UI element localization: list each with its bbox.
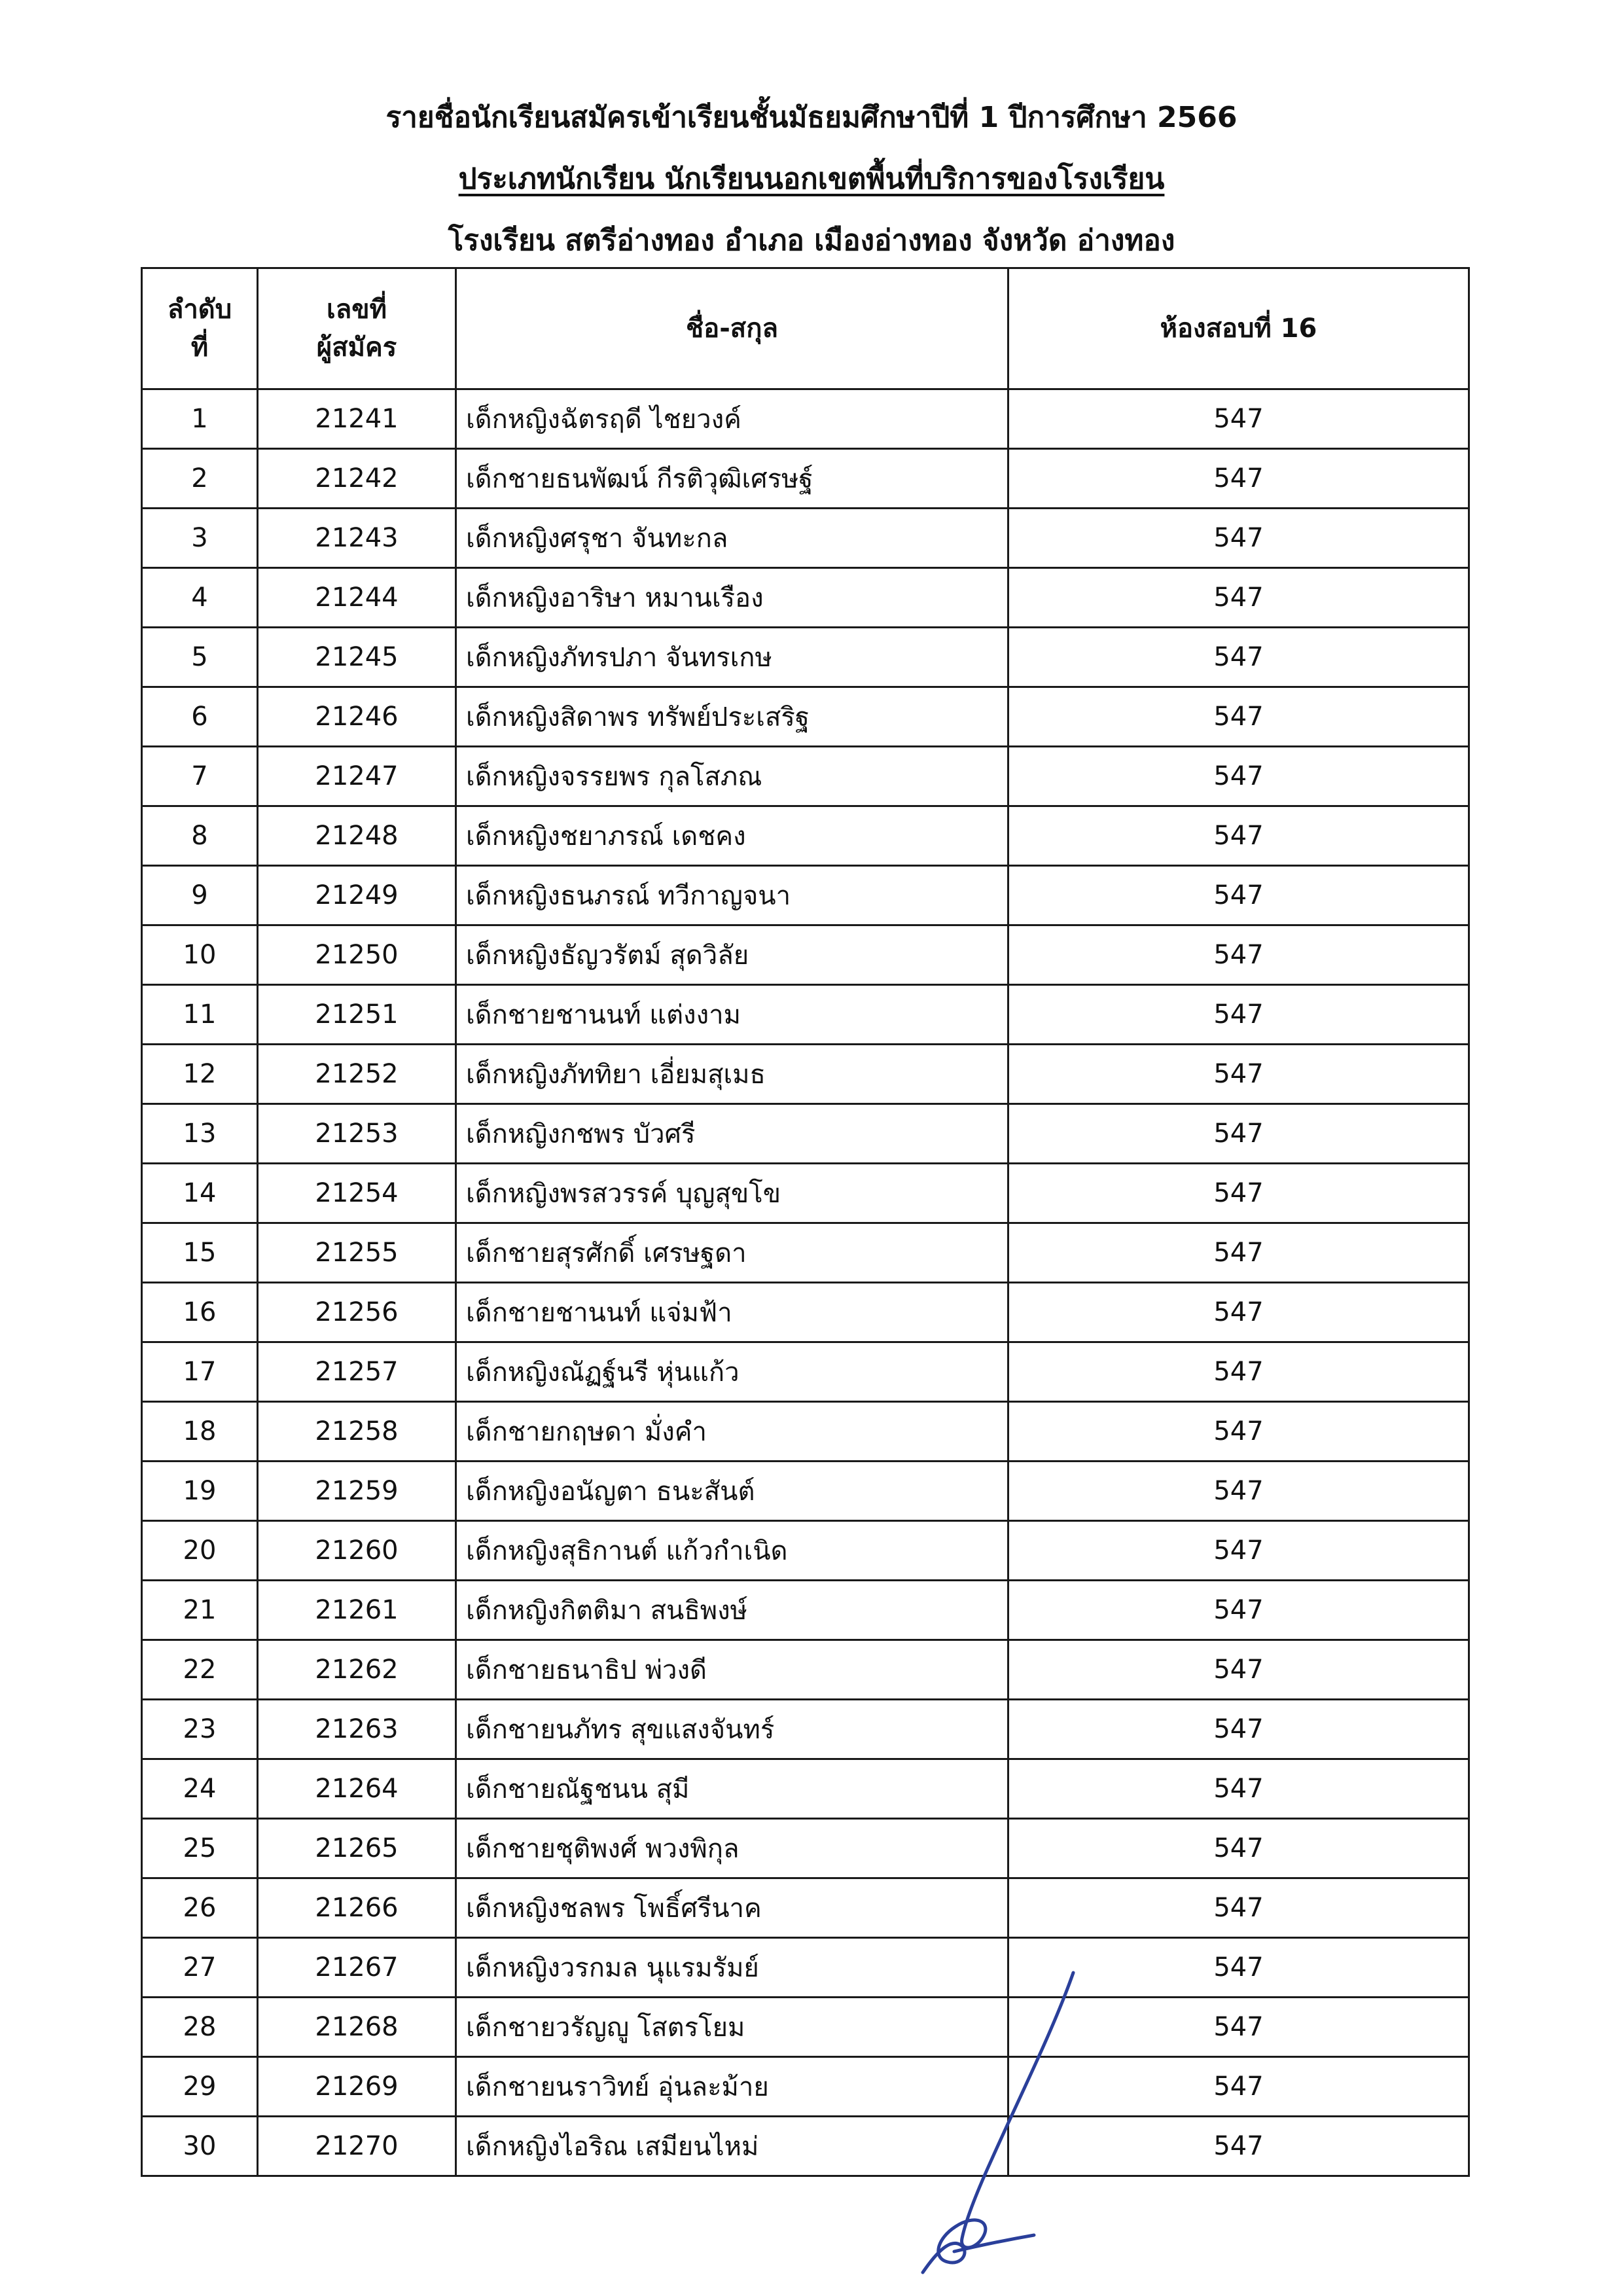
- row-student-name: เด็กชายชานนท์ แจ่มฟ้า: [456, 1283, 1008, 1342]
- row-exam-room: 547: [1008, 2117, 1469, 2176]
- table-row: [142, 985, 1469, 1045]
- table-row: [142, 1819, 1469, 1878]
- row-student-name: เด็กหญิงสุธิกานต์ แก้วกำเนิด: [456, 1521, 1008, 1581]
- table-row: [142, 449, 1469, 509]
- row-applicant-id: 21254: [258, 1164, 456, 1223]
- table-row: [142, 1998, 1469, 2057]
- row-applicant-id: 21248: [258, 806, 456, 866]
- table-row: [142, 1938, 1469, 1998]
- row-student-name: เด็กชายนภัทร สุขแสงจันทร์: [456, 1700, 1008, 1759]
- row-student-name: เด็กหญิงอาริษา หมานเรือง: [456, 568, 1008, 628]
- row-exam-room: 547: [1008, 925, 1469, 985]
- row-student-name: เด็กชายชุติพงศ์ พวงพิกุล: [456, 1819, 1008, 1878]
- row-applicant-id: 21266: [258, 1878, 456, 1938]
- row-exam-room: 547: [1008, 509, 1469, 568]
- row-applicant-id: 21245: [258, 628, 456, 687]
- row-student-name: เด็กชายนราวิทย์ อุ่นละม้าย: [456, 2057, 1008, 2117]
- table-row: [142, 1759, 1469, 1819]
- row-applicant-id: 21259: [258, 1462, 456, 1521]
- row-student-name: เด็กหญิงพรสวรรค์ บุญสุขโข: [456, 1164, 1008, 1223]
- row-exam-room: 547: [1008, 1819, 1469, 1878]
- row-order-number: 2: [142, 449, 258, 509]
- row-applicant-id: 21269: [258, 2057, 456, 2117]
- row-student-name: เด็กหญิงธนภรณ์ ทวีกาญจนา: [456, 866, 1008, 925]
- table-row: [142, 925, 1469, 985]
- row-order-number: 1: [142, 389, 258, 449]
- col-header-id-line2: ผู้สมัคร: [316, 332, 397, 363]
- row-applicant-id: 21268: [258, 1998, 456, 2057]
- row-order-number: 8: [142, 806, 258, 866]
- row-student-name: เด็กชายธนาธิป พ่วงดี: [456, 1640, 1008, 1700]
- row-student-name: เด็กหญิงภัทรปภา จันทรเกษ: [456, 628, 1008, 687]
- row-order-number: 10: [142, 925, 258, 985]
- row-applicant-id: 21260: [258, 1521, 456, 1581]
- row-order-number: 17: [142, 1342, 258, 1402]
- row-order-number: 18: [142, 1402, 258, 1462]
- row-exam-room: 547: [1008, 687, 1469, 747]
- row-exam-room: 547: [1008, 1223, 1469, 1283]
- row-exam-room: 547: [1008, 1283, 1469, 1342]
- row-applicant-id: 21244: [258, 568, 456, 628]
- row-order-number: 12: [142, 1045, 258, 1104]
- col-header-id-line1: เลขที่: [327, 295, 387, 325]
- row-exam-room: 547: [1008, 1104, 1469, 1164]
- row-exam-room: 547: [1008, 1462, 1469, 1521]
- row-exam-room: 547: [1008, 806, 1469, 866]
- table-row: [142, 628, 1469, 687]
- table-row: [142, 1640, 1469, 1700]
- row-applicant-id: 21250: [258, 925, 456, 985]
- row-student-name: เด็กชายวรัญญู โสตรโยม: [456, 1998, 1008, 2057]
- col-header-applicant-id: [258, 268, 456, 389]
- col-header-name: ชื่อ-สกุล: [456, 268, 1008, 389]
- row-student-name: เด็กชายณัฐชนน สุมี: [456, 1759, 1008, 1819]
- row-exam-room: 547: [1008, 389, 1469, 449]
- row-exam-room: 547: [1008, 1938, 1469, 1998]
- row-student-name: เด็กหญิงจรรยพร กุลโสภณ: [456, 747, 1008, 806]
- row-student-name: เด็กชายกฤษดา มั่งคำ: [456, 1402, 1008, 1462]
- row-student-name: เด็กหญิงสิดาพร ทรัพย์ประเสริฐ: [456, 687, 1008, 747]
- row-order-number: 20: [142, 1521, 258, 1581]
- table-row: [142, 1700, 1469, 1759]
- row-order-number: 15: [142, 1223, 258, 1283]
- row-exam-room: 547: [1008, 1700, 1469, 1759]
- table-row: [142, 1581, 1469, 1640]
- row-applicant-id: 21270: [258, 2117, 456, 2176]
- row-order-number: 30: [142, 2117, 258, 2176]
- col-header-exam-room: ห้องสอบที่ 16: [1008, 268, 1469, 389]
- row-applicant-id: 21264: [258, 1759, 456, 1819]
- row-applicant-id: 21246: [258, 687, 456, 747]
- row-applicant-id: 21242: [258, 449, 456, 509]
- row-student-name: เด็กหญิงฉัตรฤดี ไชยวงค์: [456, 389, 1008, 449]
- table-row: [142, 1283, 1469, 1342]
- row-student-name: เด็กหญิงกิตติมา สนธิพงษ์: [456, 1581, 1008, 1640]
- row-order-number: 21: [142, 1581, 258, 1640]
- row-applicant-id: 21253: [258, 1104, 456, 1164]
- table-row: [142, 1223, 1469, 1283]
- row-student-name: เด็กหญิงไอริณ เสมียนไหม่: [456, 2117, 1008, 2176]
- row-exam-room: 547: [1008, 1342, 1469, 1402]
- title-line-3: โรงเรียน สตรีอ่างทอง อำเภอ เมืองอ่างทอง จังหวัด อ่างทอง: [448, 224, 1175, 257]
- row-student-name: เด็กหญิงอนัญตา ธนะสันต์: [456, 1462, 1008, 1521]
- row-applicant-id: 21267: [258, 1938, 456, 1998]
- col-header-order: [142, 268, 258, 389]
- title-line-1: รายชื่อนักเรียนสมัครเข้าเรียนชั้นมัธยมศึกษาปีที่ 1 ปีการศึกษา 2566: [385, 101, 1238, 134]
- table-row: [142, 1878, 1469, 1938]
- row-order-number: 19: [142, 1462, 258, 1521]
- row-applicant-id: 21256: [258, 1283, 456, 1342]
- row-order-number: 22: [142, 1640, 258, 1700]
- row-order-number: 24: [142, 1759, 258, 1819]
- row-applicant-id: 21257: [258, 1342, 456, 1402]
- row-applicant-id: 21247: [258, 747, 456, 806]
- row-order-number: 26: [142, 1878, 258, 1938]
- table-row: [142, 1521, 1469, 1581]
- table-row: [142, 1342, 1469, 1402]
- row-exam-room: 547: [1008, 1521, 1469, 1581]
- row-applicant-id: 21249: [258, 866, 456, 925]
- signature-mark-icon: [877, 1970, 1093, 2284]
- row-exam-room: 547: [1008, 1878, 1469, 1938]
- table-row: [142, 1164, 1469, 1223]
- row-exam-room: 547: [1008, 1581, 1469, 1640]
- student-roster-table: [141, 267, 1470, 2177]
- row-applicant-id: 21263: [258, 1700, 456, 1759]
- row-order-number: 4: [142, 568, 258, 628]
- row-exam-room: 547: [1008, 985, 1469, 1045]
- table-row: [142, 1045, 1469, 1104]
- row-order-number: 16: [142, 1283, 258, 1342]
- table-row: [142, 2117, 1469, 2176]
- row-applicant-id: 21261: [258, 1581, 456, 1640]
- table-row: [142, 389, 1469, 449]
- row-student-name: เด็กหญิงภัททิยา เอี่ยมสุเมธ: [456, 1045, 1008, 1104]
- row-order-number: 13: [142, 1104, 258, 1164]
- table-header-row: [142, 268, 1469, 389]
- row-student-name: เด็กหญิงณัฏฐ์นรี หุ่นแก้ว: [456, 1342, 1008, 1402]
- table-row: [142, 687, 1469, 747]
- table-row: [142, 866, 1469, 925]
- row-exam-room: 547: [1008, 449, 1469, 509]
- row-applicant-id: 21251: [258, 985, 456, 1045]
- row-student-name: เด็กหญิงกชพร บัวศรี: [456, 1104, 1008, 1164]
- row-student-name: เด็กหญิงชยาภรณ์ เดชคง: [456, 806, 1008, 866]
- row-student-name: เด็กหญิงวรกมล นุแรมรัมย์: [456, 1938, 1008, 1998]
- row-order-number: 9: [142, 866, 258, 925]
- col-header-order-line1: ลำดับ: [167, 295, 232, 325]
- document-header: [0, 97, 1623, 281]
- row-exam-room: 547: [1008, 1045, 1469, 1104]
- table-row: [142, 806, 1469, 866]
- title-line-2: ประเภทนักเรียน นักเรียนนอกเขตพื้นที่บริการของโรงเรียน: [458, 162, 1165, 196]
- row-exam-room: 547: [1008, 866, 1469, 925]
- row-applicant-id: 21258: [258, 1402, 456, 1462]
- row-applicant-id: 21262: [258, 1640, 456, 1700]
- col-header-order-line2: ที่: [190, 332, 209, 363]
- table-row: [142, 1462, 1469, 1521]
- row-applicant-id: 21252: [258, 1045, 456, 1104]
- row-student-name: เด็กหญิงชลพร โพธิ์ศรีนาค: [456, 1878, 1008, 1938]
- table-row: [142, 1402, 1469, 1462]
- row-order-number: 6: [142, 687, 258, 747]
- row-order-number: 5: [142, 628, 258, 687]
- row-exam-room: 547: [1008, 1164, 1469, 1223]
- row-student-name: เด็กชายธนพัฒน์ กีรติวุฒิเศรษฐ์: [456, 449, 1008, 509]
- row-order-number: 23: [142, 1700, 258, 1759]
- row-exam-room: 547: [1008, 1998, 1469, 2057]
- row-student-name: เด็กชายสุรศักดิ์ เศรษฐดา: [456, 1223, 1008, 1283]
- row-applicant-id: 21265: [258, 1819, 456, 1878]
- row-order-number: 29: [142, 2057, 258, 2117]
- row-exam-room: 547: [1008, 1759, 1469, 1819]
- row-order-number: 7: [142, 747, 258, 806]
- row-order-number: 27: [142, 1938, 258, 1998]
- row-exam-room: 547: [1008, 1402, 1469, 1462]
- row-student-name: เด็กชายชานนท์ แต่งงาม: [456, 985, 1008, 1045]
- row-student-name: เด็กหญิงศรุชา จันทะกล: [456, 509, 1008, 568]
- table-row: [142, 568, 1469, 628]
- row-applicant-id: 21243: [258, 509, 456, 568]
- row-order-number: 14: [142, 1164, 258, 1223]
- row-exam-room: 547: [1008, 2057, 1469, 2117]
- row-order-number: 11: [142, 985, 258, 1045]
- row-exam-room: 547: [1008, 1640, 1469, 1700]
- row-order-number: 28: [142, 1998, 258, 2057]
- row-exam-room: 547: [1008, 568, 1469, 628]
- table-row: [142, 2057, 1469, 2117]
- row-order-number: 3: [142, 509, 258, 568]
- table-row: [142, 509, 1469, 568]
- row-applicant-id: 21241: [258, 389, 456, 449]
- row-applicant-id: 21255: [258, 1223, 456, 1283]
- row-exam-room: 547: [1008, 747, 1469, 806]
- table-body: [142, 389, 1469, 2176]
- table-row: [142, 747, 1469, 806]
- row-student-name: เด็กหญิงธัญวรัตม์ สุดวิลัย: [456, 925, 1008, 985]
- row-exam-room: 547: [1008, 628, 1469, 687]
- row-order-number: 25: [142, 1819, 258, 1878]
- table-row: [142, 1104, 1469, 1164]
